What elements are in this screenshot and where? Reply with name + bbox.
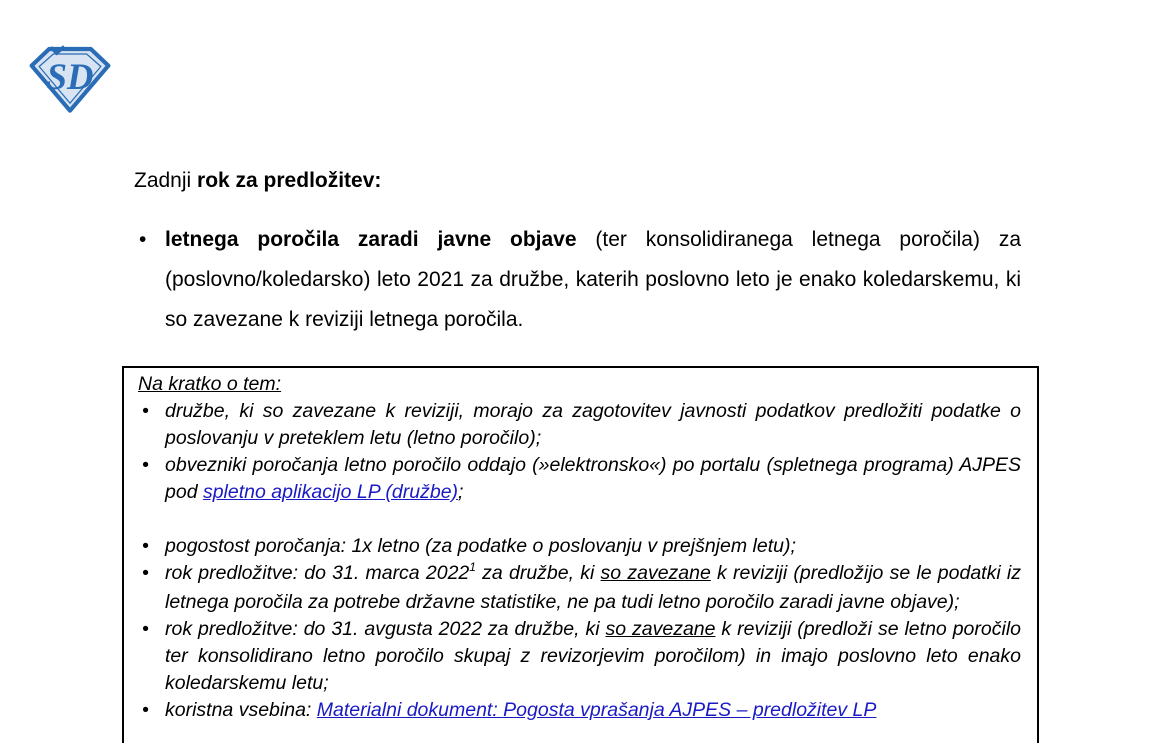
sd-logo-letters: SD [46,56,94,97]
text-segment: rok predložitve: do 31. avgusta 2022 za družbe, ki [165,618,606,640]
text-segment: k reviziji (predloži se letno poročilo ter konsolidirano letno poročilo skupaj z revizorjevim poročilom) in imajo poslovno leto enako koledarskemu letu; [165,618,1021,694]
hyperlink[interactable]: spletno aplikacijo LP (družbe) [202,481,459,503]
list-item [138,560,1021,616]
text-segment: so zavezane [600,562,711,584]
text-segment: ; [458,481,464,503]
bullet-icon: • [142,535,149,557]
bullet-text [165,452,1021,506]
main-bullet-text [165,220,1021,340]
bullet-icon: • [142,454,149,476]
text-segment: letnega poročila zaradi javne objave [165,228,577,251]
bullet-icon: • [139,228,147,251]
text-segment: Zadnji [134,169,198,192]
bullet-text [165,697,1021,724]
bullet-text [165,398,1021,452]
text-segment: so zavezane [605,618,716,640]
bullet-icon: • [142,618,149,640]
text-segment: (ter konsolidiranega letnega poročila) za (poslovno/koledarsko) leto 2021 za družbe, katerih poslovno leto je enako koledarskemu, ki so zavezane k reviziji letnega poročila. [165,228,1021,331]
text-segment: 1 [469,560,476,574]
bullet-text [165,533,1021,560]
hyperlink[interactable]: Materialni dokument: Pogosta vprašanja AJPES – predložitev LP [316,699,877,721]
text-segment: za družbe, ki [475,562,601,584]
bullet-text [165,616,1021,697]
list-item [138,452,1021,506]
bullet-text [165,560,1021,616]
text-segment: rok predložitve: do 31. marca 2022 [165,562,470,584]
bullet-icon: • [142,562,149,584]
sd-logo [28,44,112,114]
summary-box [122,366,1039,743]
bullet-icon: • [142,699,149,721]
text-segment: k reviziji (predložijo se le podatki iz letnega poročila za potrebe državne statistike, ne pa tudi letno poročilo zaradi javne objave); [165,562,1021,613]
sd-logo-graphic [28,44,112,114]
intro-line [134,168,1021,194]
bullet-icon: • [142,400,149,422]
box-heading: Na kratko o tem: [138,373,282,395]
text-segment: družbe, ki so zavezane k reviziji, morajo za zagotovitev javnosti podatkov predložiti podatke o poslovanju v preteklem letu (letno poročilo); [165,400,1021,449]
text-segment: pogostost poročanja: 1x letno (za podatke o poslovanju v prejšnjem letu); [165,535,796,557]
list-item [138,616,1021,697]
text-segment: koristna vsebina: [165,699,317,721]
list-item [138,533,1021,560]
text-segment: obvezniki poročanja letno poročilo oddajo (»elektronsko«) po portalu (spletnega programa) AJPES pod [165,454,1021,503]
list-item [138,398,1021,452]
box-bullet-list [138,398,1021,724]
list-item [134,220,1021,340]
text-segment: rok za predložitev: [197,169,382,192]
document-content [134,168,1021,743]
list-item [138,697,1021,724]
